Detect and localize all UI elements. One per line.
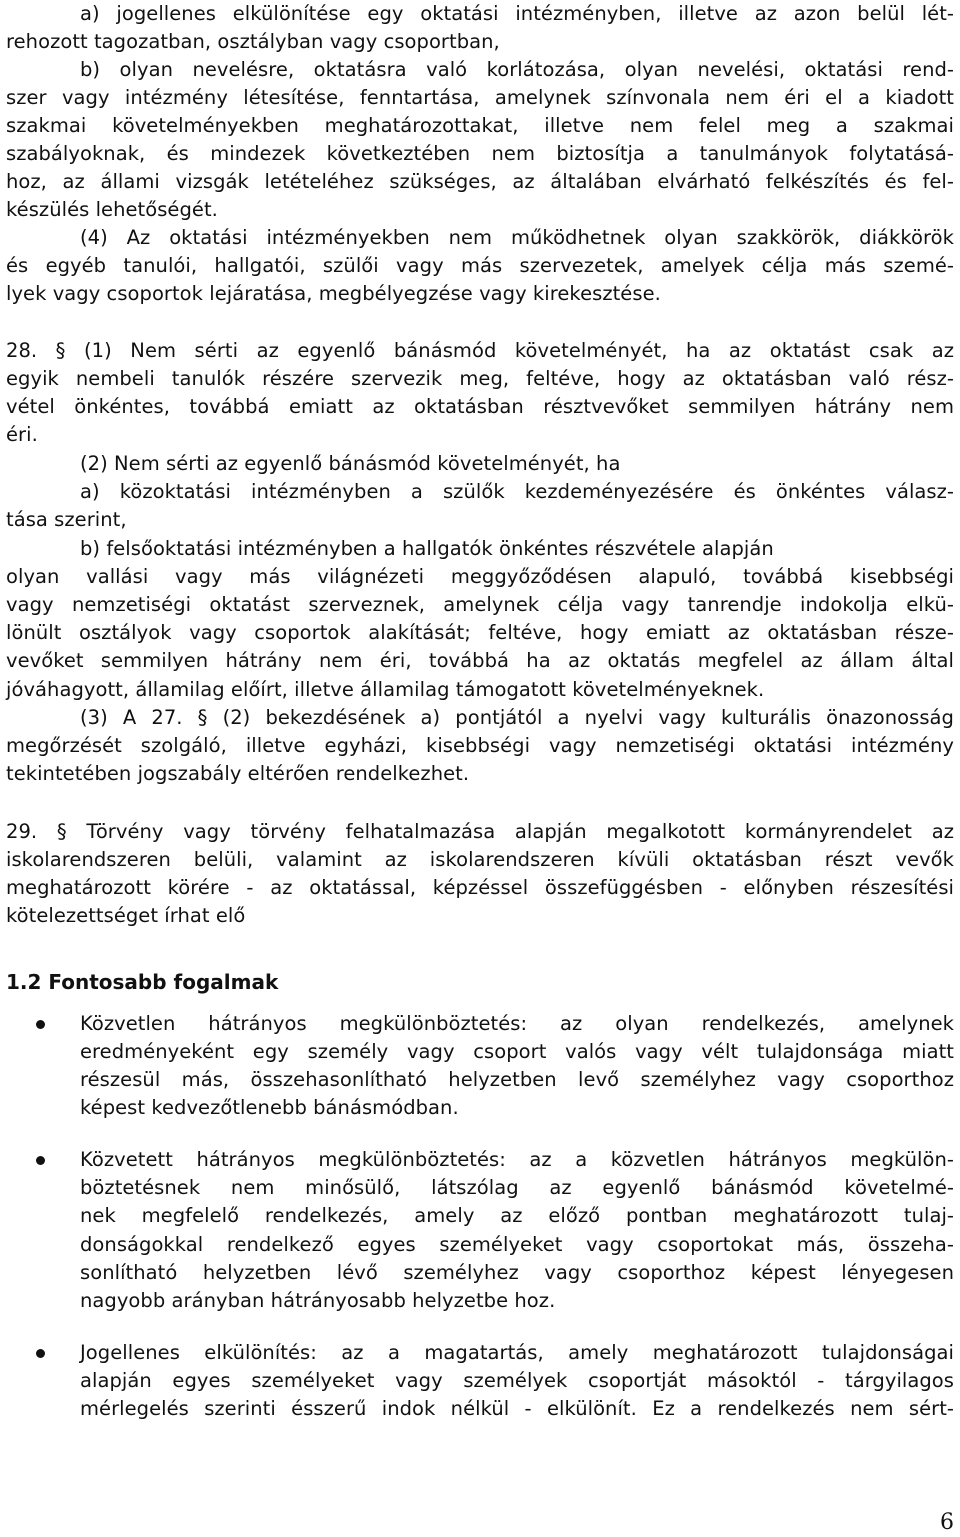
text-line: olyan vallási vagy más világnézeti meggyőződésen alapuló, továbbá kisebbségi xyxy=(6,565,954,588)
text-line: 29. § Törvény vagy törvény felhatalmazása alapján megalkotott kormányrendelet az xyxy=(6,820,954,843)
text-line: mérlegelés szerinti ésszerű indok nélkül - elkülönít. Ez a rendelkezés nem sért- xyxy=(80,1397,954,1420)
text-line: alapján egyes személyeket vagy személyek csoportját másoktól - tárgyilagos xyxy=(80,1369,954,1392)
text-line: Jogellenes elkülönítés: az a magatartás, amely meghatározott tulajdonságai xyxy=(80,1341,954,1364)
text-line: b) olyan nevelésre, oktatásra való korlátozása, olyan nevelési, oktatási rend- xyxy=(80,58,954,81)
text-line: (4) Az oktatási intézményekben nem működhetnek olyan szakkörök, diákkörök xyxy=(80,226,954,249)
text-line: sonlítható helyzetben lévő személyhez vagy csoporthoz képest lényegesen xyxy=(80,1261,954,1284)
text-line: Közvetett hátrányos megkülönböztetés: az a közvetlen hátrányos megkülön- xyxy=(80,1148,954,1171)
text-line: iskolarendszeren belüli, valamint az iskolarendszeren kívüli oktatásban részt vevők xyxy=(6,848,954,871)
text-line: készülés lehetőségét. xyxy=(6,198,218,221)
text-line: szer vagy intézmény létesítése, fenntartása, amelynek színvonala nem éri el a kiadott xyxy=(6,86,954,109)
text-line: éri. xyxy=(6,423,38,446)
text-line: kötelezettséget írhat elő xyxy=(6,904,246,927)
text-line: szabályoknak, és mindezek következtében nem biztosítja a tanulmányok folytatásá- xyxy=(6,142,954,165)
page-number: 6 xyxy=(940,1510,954,1535)
text-line: böztetésnek nem minősülő, látszólag az egyenlő bánásmód követelmé- xyxy=(80,1176,954,1199)
bullet-icon xyxy=(36,1020,45,1029)
text-line: 28. § (1) Nem sérti az egyenlő bánásmód követelményét, ha az oktatást csak az xyxy=(6,339,954,362)
text-line: jóváhagyott, államilag előírt, illetve államilag támogatott követelményeknek. xyxy=(6,678,765,701)
text-line: tekintetében jogszabály eltérően rendelkezhet. xyxy=(6,762,470,785)
text-line: és egyéb tanulói, hallgatói, szülői vagy más szervezetek, amelyek célja más szemé- xyxy=(6,254,954,277)
text-line: eredményeként egy személy vagy csoport valós vagy vélt tulajdonsága miatt xyxy=(80,1040,954,1063)
section-heading: 1.2 Fontosabb fogalmak xyxy=(6,970,279,994)
text-line: a) jogellenes elkülönítése egy oktatási intézményben, illetve az azon belül lét- xyxy=(80,2,954,25)
text-line: meghatározott körére - az oktatással, képzéssel összefüggésben - előnyben részesítési xyxy=(6,876,954,899)
text-line: vevőket semmilyen hátrány nem éri, továbbá ha az oktatás megfelel az állam által xyxy=(6,649,954,672)
bullet-icon xyxy=(36,1349,45,1358)
text-line: nek megfelelő rendelkezés, amely az előző pontban meghatározott tulaj- xyxy=(80,1204,954,1227)
bullet-icon xyxy=(36,1156,45,1165)
text-line: megőrzését szolgáló, illetve egyházi, kisebbségi vagy nemzetiségi oktatási intézmény xyxy=(6,734,954,757)
text-line: a) közoktatási intézményben a szülők kezdeményezésére és önkéntes válasz- xyxy=(80,480,954,503)
text-line: tása szerint, xyxy=(6,508,127,531)
text-line: b) felsőoktatási intézményben a hallgatók önkéntes részvétele alapján xyxy=(80,537,774,560)
text-line: szakmai követelményekben meghatározottakat, illetve nem felel meg a szakmai xyxy=(6,114,954,137)
text-line: Közvetlen hátrányos megkülönböztetés: az olyan rendelkezés, amelynek xyxy=(80,1012,954,1035)
text-line: képest kedvezőtlenebb bánásmódban. xyxy=(80,1096,459,1119)
text-line: hoz, az állami vizsgák letételéhez szükséges, az általában elvárható felkészítés és fel- xyxy=(6,170,954,193)
text-line: rehozott tagozatban, osztályban vagy csoportban, xyxy=(6,30,500,53)
text-line: (3) A 27. § (2) bekezdésének a) pontjától a nyelvi vagy kulturális önazonosság xyxy=(80,706,954,729)
text-line: (2) Nem sérti az egyenlő bánásmód követelményét, ha xyxy=(80,452,621,475)
text-line: részesül más, összehasonlítható helyzetben levő személyhez vagy csoporthoz xyxy=(80,1068,954,1091)
text-line: lyek vagy csoportok lejáratása, megbélyegzése vagy kirekesztése. xyxy=(6,282,661,305)
text-line: donságokkal rendelkező egyes személyeket vagy csoportokat más, összeha- xyxy=(80,1233,954,1256)
text-line: vagy nemzetiségi oktatást szerveznek, amelynek célja vagy tanrendje indokolja elkü- xyxy=(6,593,954,616)
text-line: lönült osztályok vagy csoportok alakítását; feltéve, hogy emiatt az oktatásban része- xyxy=(6,621,954,644)
text-line: nagyobb arányban hátrányosabb helyzetbe hoz. xyxy=(80,1289,556,1312)
text-line: vétel önkéntes, továbbá emiatt az oktatásban résztvevőket semmilyen hátrány nem xyxy=(6,395,954,418)
text-line: egyik nembeli tanulók részére szervezik meg, feltéve, hogy az oktatásban való rész- xyxy=(6,367,954,390)
